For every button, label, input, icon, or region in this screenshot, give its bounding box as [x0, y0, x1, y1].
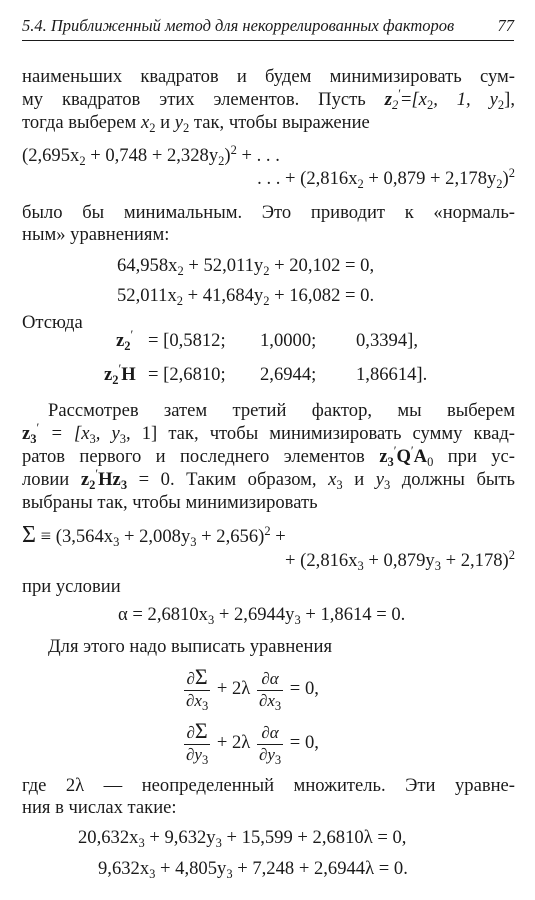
text-line: ратов первого и последнего элементов $z_3'Q'A_0$ при ус-	[22, 444, 515, 469]
equation-line: $\alpha = 2,6810x_3 + 2,6944y_3 + 1,8614 = 0$.	[118, 604, 406, 627]
vector-line: $z_2'H = [2,6810$; 2,6944; 1,86614].	[104, 362, 428, 387]
text-line: ния в числах такие:	[22, 797, 177, 818]
section-title: 5.4. Приближенный метод для некоррелированных факторов	[22, 16, 455, 35]
text-line: ным» уравнениям:	[22, 224, 170, 245]
text-line: Для этого надо выписать уравнения	[48, 636, 332, 657]
equation-line: $(2,695x_2 + 0,748 + 2,328y_2)^2$ + . . .	[22, 143, 280, 168]
text-line: где 2λ — неопределенный множитель. Эти уравне-	[22, 775, 515, 796]
text-line: при условии	[22, 576, 121, 597]
text-line: ловии $z_2'Hz_3 = 0$. Таким образом, $x_3$ и $y_3$ должны быть	[22, 467, 516, 492]
equation-line: . . . + $(2,816x_2 + 0,879 + 2,178y_2)^2$	[257, 166, 515, 191]
page-number: 77	[497, 16, 514, 35]
equation-line: $20,632x_3 + 9,632y_3 + 15,599 + 2,6810\lambda = 0$,	[78, 827, 407, 850]
vector-line: $z_2' = [0,5812$; 1,0000; 0,3394],	[116, 328, 418, 353]
equation-line: + $(2,816x_3 + 0,879y_3 + 2,178)^2$	[285, 548, 515, 573]
text-line: наименьших квадратов и будем минимизировать сум-	[22, 66, 515, 87]
text-line: $z_3' = [x_3$, $y_3$, 1] так, чтобы минимизировать сумму квад-	[22, 421, 515, 446]
text-line: му квадратов этих элементов. Пусть $z_2'=[x_2$, 1, $y_2$],	[22, 87, 515, 112]
equation-line: $52,011x_2 + 41,684y_2 + 16,082 = 0$.	[117, 285, 375, 308]
equation-line: $\frac{\partial\Sigma}{\partial y_3}$ + 2λ $\frac{\partial\alpha}{\partial y_3}$ = 0,	[186, 718, 319, 767]
text-line: Рассмотрев затем третий фактор, мы выберем	[48, 400, 515, 421]
running-header	[22, 16, 514, 41]
equation-line: $9,632x_3 + 4,805y_3 + 7,248 + 2,6944\lambda = 0$.	[98, 858, 408, 881]
equation-line: $\Sigma \equiv (3,564x_3 + 2,008y_3 + 2,656)^2$ +	[22, 522, 286, 549]
equation-line: $64,958x_2 + 52,011y_2 + 20,102 = 0$,	[117, 255, 375, 278]
equation-line: $\frac{\partial\Sigma}{\partial x_3}$ + 2λ $\frac{\partial\alpha}{\partial x_3}$ = 0,	[186, 664, 319, 713]
text-line: было бы минимальным. Это приводит к «нормаль-	[22, 202, 515, 223]
text-line: выбраны так, чтобы минимизировать	[22, 492, 318, 513]
text-line: тогда выберем $x_2$ и $y_2$ так, чтобы выражение	[22, 112, 370, 135]
text-line: Отсюда	[22, 312, 83, 333]
